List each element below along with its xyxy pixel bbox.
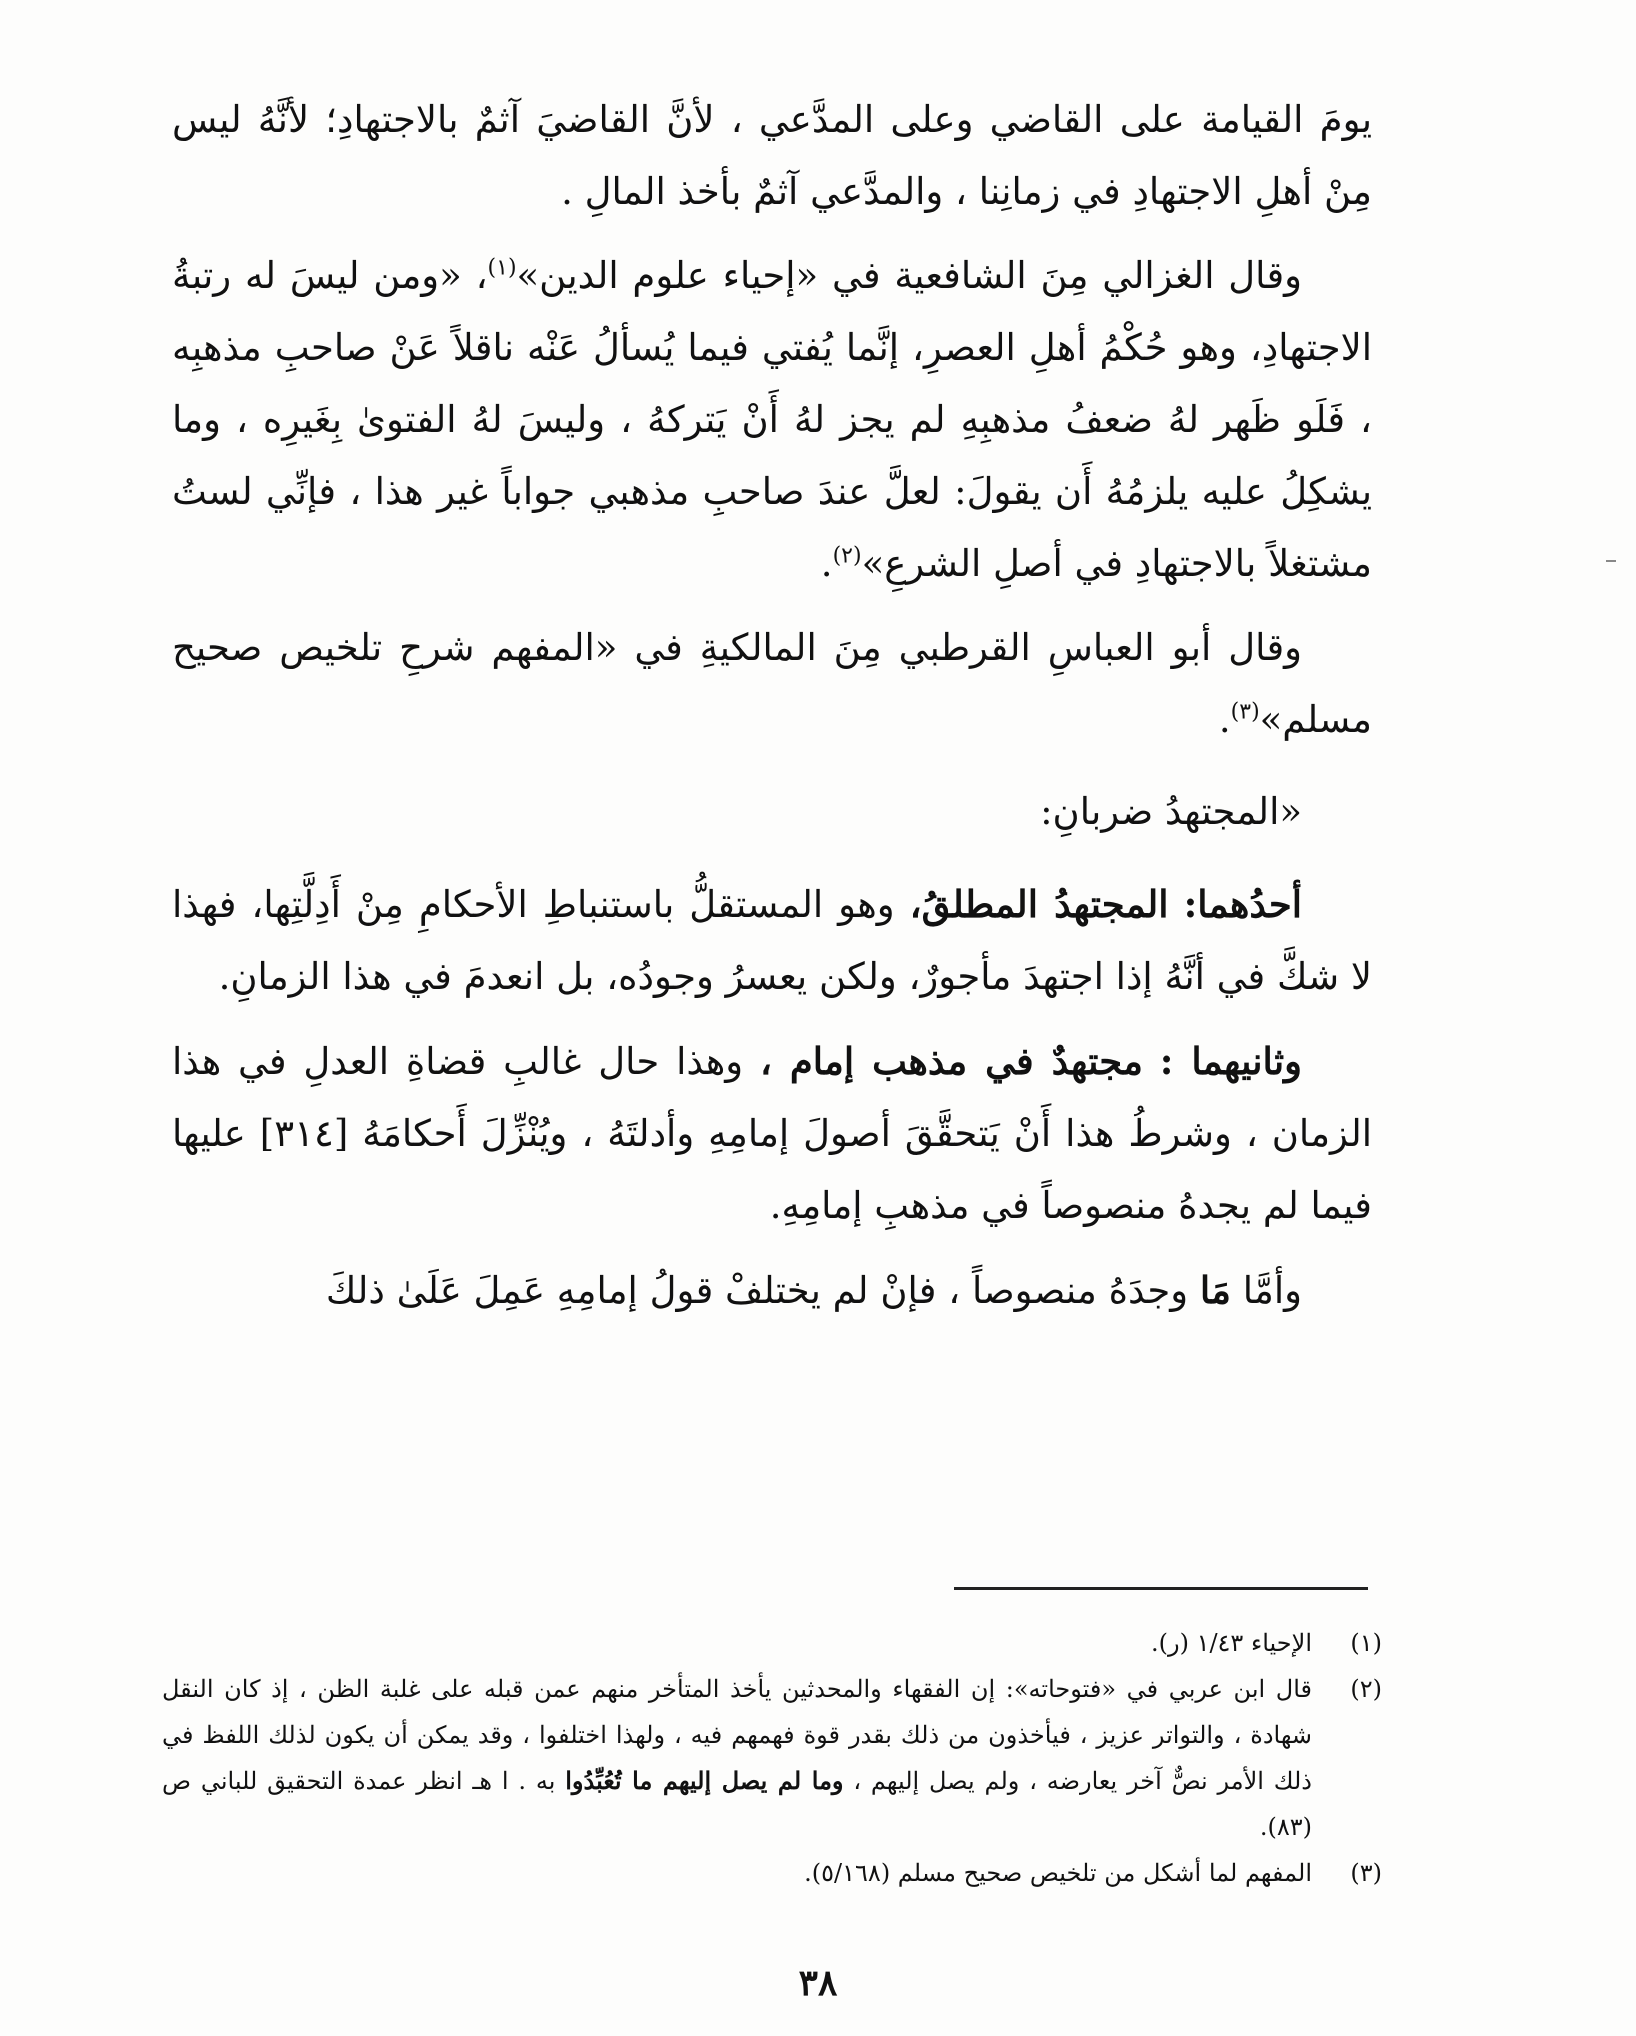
paragraph-1: يومَ القيامة على القاضي وعلى المدَّعي ، لأنَّ القاضيَ آثمٌ بالاجتهادِ؛ لأنَّهُ ليس مِنْ أهلِ الاجتهادِ في زمانِنا ، والمدَّعي آثمٌ بأخذ المالِ . bbox=[172, 98, 1372, 213]
paragraph-qurtubi: وقال أبو العباسِ القرطبي مِنَ المالكيةِ في «المفهم شرحِ تلخيص صحيح مسلم»$^{(٣)}$. bbox=[172, 626, 1372, 741]
footnote-3 bbox=[162, 1850, 1382, 1896]
footnote-ref-1[interactable]: (١) bbox=[487, 255, 517, 281]
footnote-separator bbox=[954, 1587, 1368, 1590]
footnote-number: (٣) bbox=[1350, 1859, 1382, 1887]
paragraph-ghazali: وقال الغزالي مِنَ الشافعية في «إحياء علوم الدين»$^{(١)}$، «ومن ليسَ له رتبةُ الاجتهادِ، وهو حُكْمُ أهلِ العصرِ، إنَّما يُفتي فيما يُسألُ عَنْه ناقلاً عَنْ صاحبِ مذهبِه ، فَلَو ظَهر لهُ ضعفُ مذهبِهِ لم يجز لهُ أَنْ يَتركهُ ، وليسَ لهُ الفتوىٰ بِغَيرِه ، وما يشكِلُ عليه يلزمُهُ أَن يقولَ: لعلَّ عندَ صاحبِ مذهبي جواباً غير هذا ، فإنِّي لستُ مشتغلاً بالاجتهادِ في أصلِ الشرعِ»$^{(٢)}$. bbox=[172, 254, 1372, 585]
footnote-ref-2[interactable]: (٢) bbox=[832, 543, 862, 569]
bold-term-madhhab: مجتهدٌ في مذهب إمام ، bbox=[759, 1039, 1143, 1083]
footnotes bbox=[162, 1620, 1382, 1896]
footnote-ref-3[interactable]: (٣) bbox=[1230, 699, 1260, 725]
footnote-number: (١) bbox=[1350, 1629, 1382, 1657]
footnote-2 bbox=[162, 1666, 1382, 1850]
footnote-text: المفهم لما أشكل من تلخيص صحيح مسلم (٥/١٦٨). bbox=[804, 1859, 1312, 1887]
footnote-number: (٢) bbox=[1350, 1675, 1382, 1703]
footnote-text: قال ابن عربي في «فتوحاته»: إن الفقهاء والمحدثين يأخذ المتأخر منهم عمن قبله على غلبة الظن ، إذ كان النقل شهادة ، والتواتر عزيز ، فيأخذون من ذلك بقدر قوة فهمهم فيه ، ولهذا اختلفوا ، وقد يمكن أن يكون لذلك اللفظ في ذلك الأمر نصٌّ آخر يعارضه ، ولم يصل إليهم ، وما لم يصل إليهم ما تُعُبِّدُوا به . ا هـ انظر عمدة التحقيق للباني ص (٨٣). bbox=[162, 1675, 1313, 1841]
footnote-text: الإحياء ١/٤٣ (ر). bbox=[1150, 1629, 1312, 1657]
paragraph-found-text: وأمَّا مَا وجدَهُ منصوصاً ، فإنْ لم يختلفْ قولُ إمامِهِ عَمِلَ عَلَىٰ ذلكَ bbox=[325, 1268, 1302, 1312]
page-number: ٣٨ bbox=[798, 1962, 838, 2004]
main-text bbox=[172, 84, 1372, 1339]
paragraph-first-type: أحدُهما: المجتهدُ المطلقُ، وهو المستقلُّ باستنباطِ الأحكامِ مِنْ أَدِلَّتِها، فهذا لا شكَّ في أنَّهُ إذا اجتهدَ مأجورٌ، ولكن يعسرُ وجودُه، بل انعدمَ في هذا الزمانِ. bbox=[172, 882, 1372, 998]
paragraph-second-type: وثانيهما : مجتهدٌ في مذهب إمام ، وهذا حال غالبِ قضاةِ العدلِ في هذا الزمان ، وشرطُ هذا أَنْ يَتحقَّقَ أصولَ إمامِهِ وأدلتَهُ ، ويُنْزِّلَ أَحكامَهُ [٣١٤] عليها فيما لم يجدهُ منصوصاً في مذهبِ إمامِهِ. bbox=[172, 1039, 1372, 1227]
bold-term-absolute: المجتهدُ المطلقُ، bbox=[909, 882, 1169, 926]
paragraph-types-heading: «المجتهدُ ضربانِ: bbox=[1040, 790, 1302, 833]
footnote-1 bbox=[162, 1620, 1382, 1666]
margin-mark bbox=[1606, 560, 1616, 562]
